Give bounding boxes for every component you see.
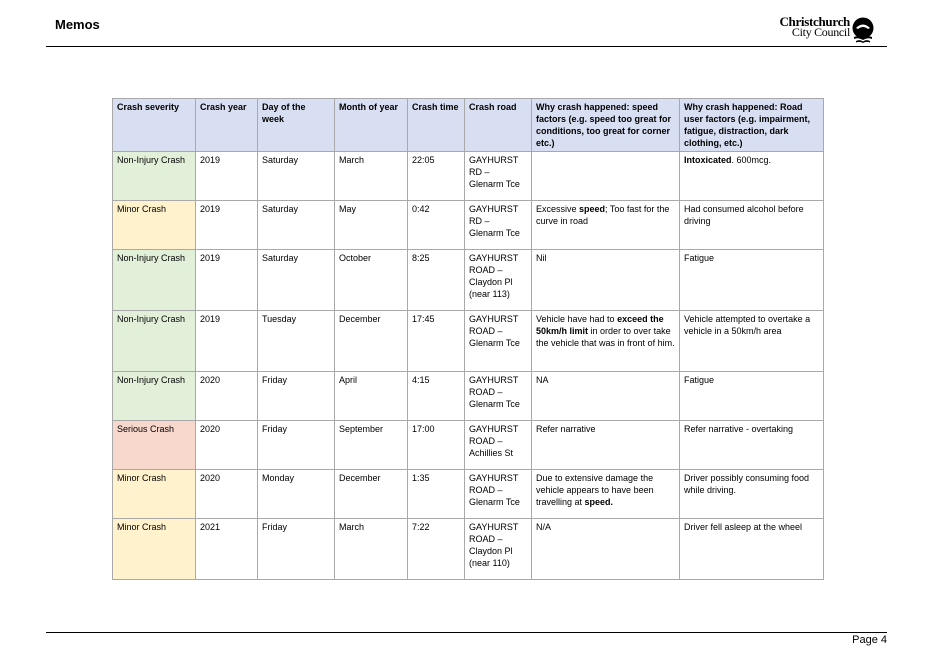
road-line: (near 110) (469, 558, 510, 568)
month-cell: May (335, 201, 408, 250)
day-cell: Tuesday (258, 311, 335, 372)
severity-cell: Minor Crash (113, 470, 196, 519)
speed-factor-cell (532, 201, 680, 250)
road-line: ROAD – (469, 485, 503, 495)
severity-cell: Minor Crash (113, 519, 196, 580)
user-factor-cell (680, 372, 824, 421)
table-row (113, 372, 824, 421)
text-segment: Intoxicated (684, 155, 732, 165)
text-segment: exceed the 50km/h limit (536, 314, 664, 336)
speed-factor-cell (532, 250, 680, 311)
day-cell: Saturday (258, 201, 335, 250)
logo-text (776, 16, 850, 38)
year-cell: 2019 (196, 311, 258, 372)
user-factor-cell (680, 519, 824, 580)
text-segment: speed. (584, 497, 614, 507)
severity-cell: Non-Injury Crash (113, 372, 196, 421)
table-row (113, 201, 824, 250)
month-cell: December (335, 470, 408, 519)
road-line: (near 113) (469, 289, 510, 299)
text-segment: . 600mcg. (731, 155, 772, 165)
text-segment: Excessive (536, 204, 580, 214)
text-segment: Nil (536, 253, 547, 263)
header-rule (46, 46, 887, 47)
year-cell: 2020 (196, 470, 258, 519)
time-cell: 4:15 (408, 372, 465, 421)
table-row (113, 470, 824, 519)
column-header: Crash year (196, 99, 258, 152)
table-row (113, 421, 824, 470)
road-cell (465, 311, 532, 372)
road-line: Claydon Pl (469, 546, 513, 556)
road-cell (465, 470, 532, 519)
column-header: Day of the week (258, 99, 335, 152)
road-line: ROAD – (469, 534, 503, 544)
year-cell: 2020 (196, 421, 258, 470)
month-cell: December (335, 311, 408, 372)
time-cell: 22:05 (408, 152, 465, 201)
text-segment: Had consumed alcohol before driving (684, 204, 804, 226)
user-factor-cell (680, 421, 824, 470)
table-row (113, 311, 824, 372)
road-line: GAYHURST (469, 522, 519, 532)
column-header: Why crash happened: Road user factors (e.g. impairment, fatigue, distraction, dark clothing, etc.) (680, 99, 824, 152)
road-line: ROAD – (469, 326, 503, 336)
year-cell: 2019 (196, 152, 258, 201)
table-row (113, 250, 824, 311)
column-header: Crash severity (113, 99, 196, 152)
user-factor-cell (680, 201, 824, 250)
speed-factor-cell (532, 519, 680, 580)
severity-cell: Non-Injury Crash (113, 152, 196, 201)
road-line: ROAD – (469, 387, 503, 397)
table-body (113, 152, 824, 580)
road-line: ROAD – (469, 436, 503, 446)
road-line: Glenarm Tce (469, 497, 520, 507)
user-factor-cell (680, 152, 824, 201)
speed-factor-cell (532, 421, 680, 470)
road-cell (465, 421, 532, 470)
day-cell: Friday (258, 421, 335, 470)
speed-factor-cell (532, 372, 680, 421)
text-segment: NA (536, 375, 549, 385)
text-segment: Vehicle attempted to overtake a vehicle in a 50km/h area (684, 314, 811, 336)
road-line: RD – (469, 216, 490, 226)
road-line: Glenarm Tce (469, 228, 520, 238)
time-cell: 8:25 (408, 250, 465, 311)
day-cell: Saturday (258, 152, 335, 201)
day-cell: Friday (258, 372, 335, 421)
table-row (113, 152, 824, 201)
road-cell (465, 201, 532, 250)
day-cell: Monday (258, 470, 335, 519)
day-cell: Saturday (258, 250, 335, 311)
road-cell (465, 250, 532, 311)
column-header: Why crash happened: speed factors (e.g. speed too great for conditions, too great for corner etc.) (532, 99, 680, 152)
text-segment: ; Too fast for the curve in road (536, 204, 670, 226)
text-segment: Driver fell asleep at the wheel (684, 522, 803, 532)
road-cell (465, 372, 532, 421)
severity-cell: Non-Injury Crash (113, 250, 196, 311)
user-factor-cell (680, 470, 824, 519)
time-cell: 7:22 (408, 519, 465, 580)
text-segment: Fatigue (684, 375, 715, 385)
road-line: GAYHURST (469, 375, 519, 385)
text-segment: Due to extensive damage the vehicle appears to have been travelling at (536, 473, 654, 507)
column-header: Month of year (335, 99, 408, 152)
text-segment: Driver possibly consuming food while driving. (684, 473, 810, 495)
road-line: Glenarm Tce (469, 338, 520, 348)
road-line: GAYHURST (469, 155, 519, 165)
speed-factor-cell (532, 470, 680, 519)
month-cell: September (335, 421, 408, 470)
severity-cell: Minor Crash (113, 201, 196, 250)
road-line: GAYHURST (469, 204, 519, 214)
table-header-row (113, 99, 824, 152)
user-factor-cell (680, 311, 824, 372)
logo-line-2: City Council (791, 25, 850, 39)
speed-factor-cell (532, 152, 680, 201)
severity-cell: Non-Injury Crash (113, 311, 196, 372)
road-line: Achillies St (469, 448, 514, 458)
time-cell: 1:35 (408, 470, 465, 519)
severity-cell: Serious Crash (113, 421, 196, 470)
road-line: Glenarm Tce (469, 179, 520, 189)
text-segment: N/A (536, 522, 552, 532)
road-line: Claydon Pl (469, 277, 513, 287)
logo-line-1: Christchurch (779, 14, 850, 29)
text-segment: Refer narrative - overtaking (684, 424, 794, 434)
road-line: ROAD – (469, 265, 503, 275)
crash-table (112, 98, 824, 580)
page-number: Page 4 (852, 634, 887, 646)
month-cell: March (335, 152, 408, 201)
footer-rule (46, 632, 887, 633)
column-header: Crash time (408, 99, 465, 152)
road-line: RD – (469, 167, 490, 177)
road-line: GAYHURST (469, 253, 519, 263)
text-segment: in order to over take the vehicle that was in front of him. (536, 326, 675, 348)
road-line: GAYHURST (469, 314, 519, 324)
time-cell: 17:00 (408, 421, 465, 470)
road-cell (465, 152, 532, 201)
road-line: GAYHURST (469, 473, 519, 483)
road-line: Glenarm Tce (469, 399, 520, 409)
text-segment: Vehicle have had to (536, 314, 618, 324)
table-row (113, 519, 824, 580)
month-cell: October (335, 250, 408, 311)
time-cell: 0:42 (408, 201, 465, 250)
month-cell: April (335, 372, 408, 421)
time-cell: 17:45 (408, 311, 465, 372)
year-cell: 2019 (196, 250, 258, 311)
road-line: GAYHURST (469, 424, 519, 434)
text-segment: speed (579, 204, 606, 214)
month-cell: March (335, 519, 408, 580)
text-segment: Refer narrative (536, 424, 596, 434)
road-cell (465, 519, 532, 580)
column-header: Crash road (465, 99, 532, 152)
year-cell: 2021 (196, 519, 258, 580)
year-cell: 2019 (196, 201, 258, 250)
text-segment: Fatigue (684, 253, 715, 263)
user-factor-cell (680, 250, 824, 311)
speed-factor-cell (532, 311, 680, 372)
cathedral-emblem-icon (851, 17, 875, 43)
year-cell: 2020 (196, 372, 258, 421)
council-logo (776, 16, 878, 44)
page-title: Memos (55, 17, 100, 32)
day-cell: Friday (258, 519, 335, 580)
